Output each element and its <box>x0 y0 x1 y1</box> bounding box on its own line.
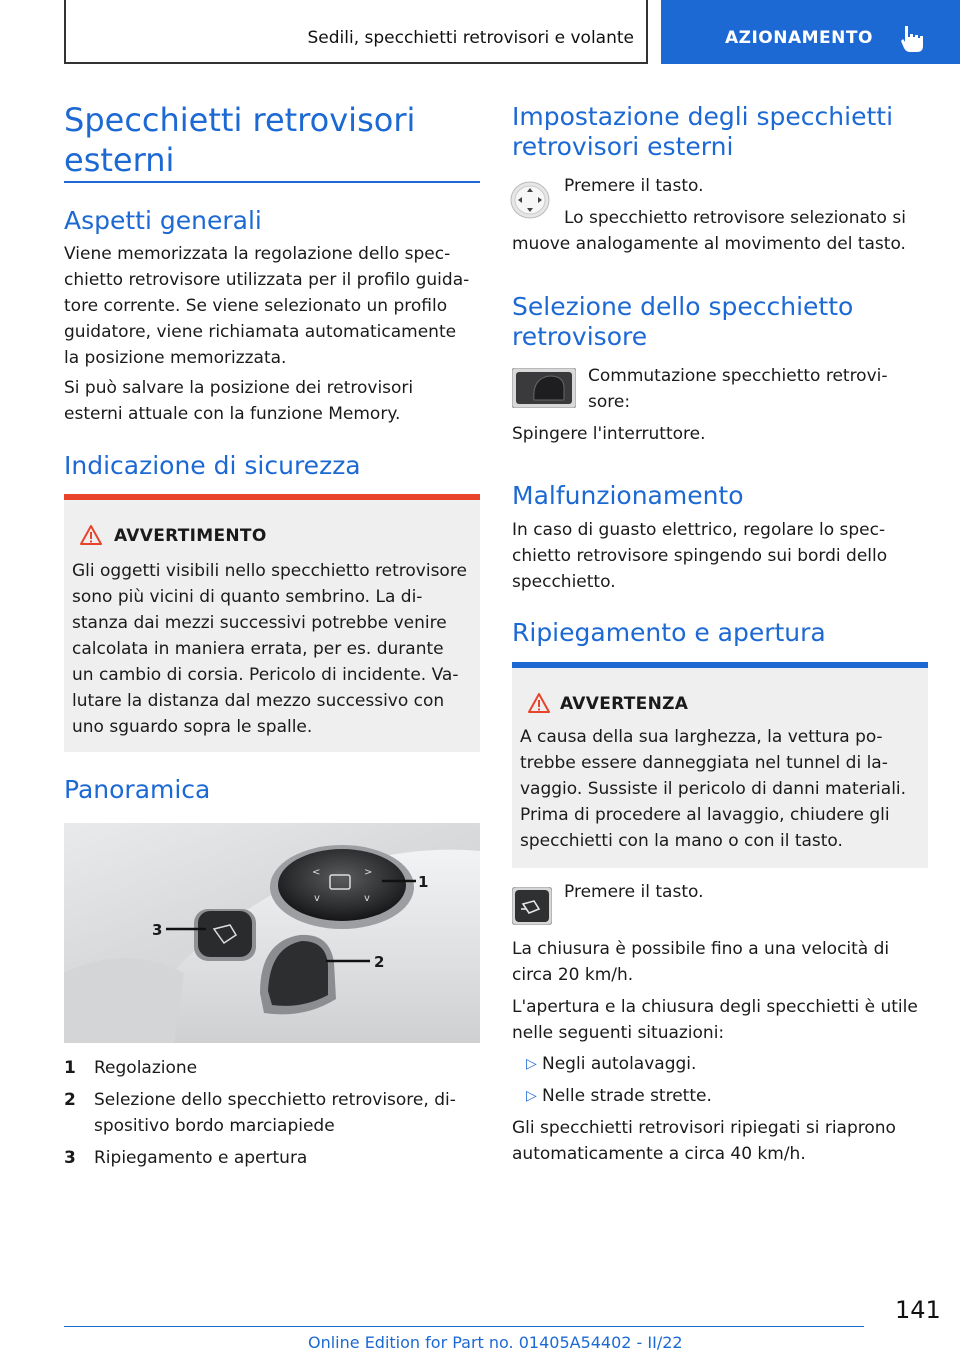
list-item-text <box>94 1145 307 1171</box>
setting-line-1: Lo specchietto retrovisore selezionato si <box>564 208 906 228</box>
caution-title: AVVERTENZA <box>560 694 689 714</box>
callout-3: 3 <box>152 921 163 939</box>
text-line: specchietto. <box>512 572 616 592</box>
malfunction-heading: Malfunzionamento <box>512 481 744 510</box>
bullet-item: Negli autolavaggi. <box>542 1054 697 1074</box>
svg-text:v: v <box>364 893 370 904</box>
mirror-selector-switch-icon <box>512 368 576 408</box>
text-line: circa 20 km/h. <box>512 965 634 985</box>
mirror-adjust-button-icon <box>510 181 550 219</box>
callout-2: 2 <box>374 953 385 971</box>
safety-heading: Indicazione di sicurezza <box>64 451 361 480</box>
text-line: automaticamente a circa 40 km/h. <box>512 1144 806 1164</box>
text-line: spositivo bordo marciapiede <box>94 1116 335 1136</box>
header-section-tab <box>64 0 648 64</box>
text-line: tore corrente. Se viene selezionato un profilo <box>64 296 448 316</box>
header-chapter-tab <box>661 0 960 64</box>
text-line: Commutazione specchietto retrovi‐ <box>588 366 888 386</box>
text-line: In caso di guasto elettrico, regolare lo spec‐ <box>512 520 886 540</box>
bullet-triangle-icon: ▷ <box>526 1088 537 1104</box>
text-line: chietto retrovisore utilizzata per il profilo guida‐ <box>64 270 470 290</box>
bullet-item: Nelle strade strette. <box>542 1086 712 1106</box>
mirror-control-illustration <box>64 823 480 1043</box>
list-number: 2 <box>64 1090 76 1110</box>
general-heading: Aspetti generali <box>64 206 262 235</box>
warning-box <box>64 494 480 752</box>
header-section-title: Sedili, specchietti retrovisori e volante <box>307 28 634 48</box>
text-line: Si può salvare la posizione dei retrovisori <box>64 378 414 398</box>
text-line: sore: <box>588 392 631 412</box>
heading-line: retrovisore <box>512 322 648 351</box>
text-line: vaggio. Sussiste il pericolo di danni materiali. <box>520 779 907 799</box>
list-item-text <box>94 1087 456 1139</box>
text-line: Ripiegamento e apertura <box>94 1148 308 1168</box>
fold-heading: Ripiegamento e apertura <box>512 618 826 647</box>
text-line: guidatore, viene richiamata automaticamente <box>64 322 457 342</box>
title-rule <box>64 181 480 183</box>
caution-triangle-icon <box>527 692 551 714</box>
text-line: trebbe essere danneggiata nel tunnel di la‐ <box>520 753 888 773</box>
fold-press-text: Premere il tasto. <box>564 882 704 902</box>
text-line: Viene memorizzata la regolazione dello spec‐ <box>64 244 451 264</box>
overview-heading: Panoramica <box>64 775 211 804</box>
memory-paragraph <box>64 375 413 427</box>
text-line: Gli specchietti retrovisori ripiegati si riaprono <box>512 1118 896 1138</box>
setting-line-2: muove analogamente al movimento del tasto. <box>512 234 906 254</box>
speed-paragraph <box>512 936 889 988</box>
list-number: 1 <box>64 1058 76 1078</box>
text-line: L'apertura e la chiusura degli specchietti è utile <box>512 997 918 1017</box>
text-line: Prima di procedere al lavaggio, chiudere gli <box>520 805 890 825</box>
page-title-text: Specchietti retrovisori esterni <box>64 101 416 179</box>
setting-heading <box>512 102 893 162</box>
list-number: 3 <box>64 1148 76 1168</box>
bullet-triangle-icon: ▷ <box>526 1056 537 1072</box>
text-line: un cambio di corsia. Pericolo di incidente. Va‐ <box>72 665 459 685</box>
fold-mirror-button-icon <box>512 887 552 925</box>
svg-text:>: > <box>364 867 373 878</box>
text-line: lutare la distanza dal mezzo successivo con <box>72 691 445 711</box>
text-line: sono più vicini di quanto sembrino. La di‐ <box>72 587 423 607</box>
warning-title: AVVERTIMENTO <box>114 526 267 546</box>
svg-text:<: < <box>312 867 321 878</box>
text-line: Selezione dello specchietto retrovisore, di‐ <box>94 1090 456 1110</box>
text-line: A causa della sua larghezza, la vettura po‐ <box>520 727 883 747</box>
hand-pointer-icon <box>899 24 925 54</box>
text-line: uno sguardo sopra le spalle. <box>72 717 313 737</box>
callout-1: 1 <box>418 873 429 891</box>
general-paragraph <box>64 241 469 371</box>
text-line: chietto retrovisore spingendo sui bordi dello <box>512 546 888 566</box>
text-line: esterni attuale con la funzione Memory. <box>64 404 401 424</box>
heading-line: Impostazione degli specchietti <box>512 102 894 131</box>
text-line: nelle seguenti situazioni: <box>512 1023 725 1043</box>
text-line: La chiusura è possibile fino a una velocità di <box>512 939 890 959</box>
footer-edition: Online Edition for Part no. 01405A54402 - II/22 <box>308 1333 683 1352</box>
reopen-paragraph <box>512 1115 896 1167</box>
selection-heading <box>512 292 853 352</box>
heading-line: Selezione dello specchietto <box>512 292 854 321</box>
mirror-control-photo <box>64 823 480 1043</box>
text-line: la posizione memorizzata. <box>64 348 287 368</box>
text-line: Gli oggetti visibili nello specchietto retrovisore <box>72 561 467 581</box>
caution-box <box>512 662 928 868</box>
page-title <box>64 100 484 180</box>
text-line: Regolazione <box>94 1058 198 1078</box>
header-chapter-title: AZIONAMENTO <box>725 28 873 48</box>
warning-triangle-icon <box>79 524 103 546</box>
selection-push-text: Spingere l'interruttore. <box>512 424 706 444</box>
svg-text:v: v <box>314 893 320 904</box>
text-line: calcolata in maniera errata, per es. durante <box>72 639 444 659</box>
text-line: stanza dai mezzi successivi potrebbe venire <box>72 613 447 633</box>
page-number: 141 <box>895 1296 941 1324</box>
selection-text <box>588 363 888 415</box>
warning-text <box>72 558 467 740</box>
heading-line: retrovisori esterni <box>512 132 734 161</box>
useful-paragraph <box>512 994 918 1046</box>
malfunction-paragraph <box>512 517 887 595</box>
caution-text <box>520 724 906 854</box>
text-line: specchietti con la mano o con il tasto. <box>520 831 843 851</box>
footer-rule <box>64 1326 864 1327</box>
list-item-text <box>94 1055 197 1081</box>
setting-press-text: Premere il tasto. <box>564 176 704 196</box>
